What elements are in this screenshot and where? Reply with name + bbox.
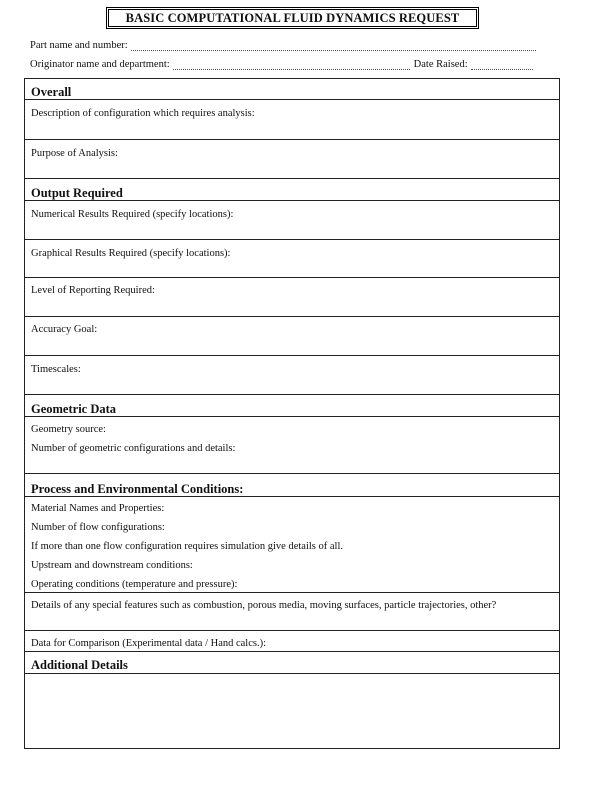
description-label: Description of configuration which requires analysis:: [31, 108, 255, 119]
purpose-row[interactable]: [25, 140, 559, 179]
operating-conditions-label: Operating conditions (temperature and pressure):: [31, 579, 238, 590]
section-process: [25, 474, 559, 497]
accuracy-row[interactable]: [25, 317, 559, 356]
graphical-label: Graphical Results Required (specify locations):: [31, 248, 231, 259]
special-features-row[interactable]: [25, 593, 559, 631]
reporting-label: Level of Reporting Required:: [31, 285, 155, 296]
section-heading-output: Output Required: [31, 186, 123, 200]
date-raised-label: Date Raised:: [413, 59, 468, 70]
reporting-row[interactable]: [25, 278, 559, 317]
timescales-row[interactable]: [25, 356, 559, 395]
section-heading-overall: Overall: [31, 85, 72, 99]
numerical-row[interactable]: [25, 201, 559, 240]
originator-input-line[interactable]: [173, 60, 410, 70]
flow-configs-label: Number of flow configurations:: [31, 522, 165, 533]
section-overall: [25, 79, 559, 100]
description-row[interactable]: [25, 100, 559, 140]
form-title: BASIC COMPUTATIONAL FLUID DYNAMICS REQUEST: [106, 7, 479, 29]
part-name-input-line[interactable]: [131, 41, 536, 51]
special-features-label: Details of any special features such as combustion, porous media, moving surfaces, particle trajectories, other?: [31, 600, 497, 611]
geometry-configs-label: Number of geometric configurations and details:: [31, 443, 236, 454]
request-form: [24, 78, 560, 749]
section-geometric: [25, 395, 559, 417]
graphical-row[interactable]: [25, 240, 559, 278]
accuracy-label: Accuracy Goal:: [31, 324, 98, 335]
geometry-source-label: Geometry source:: [31, 424, 106, 435]
part-name-label: Part name and number:: [30, 40, 128, 51]
multi-flow-label: If more than one flow configuration requires simulation give details of all.: [31, 541, 343, 552]
section-heading-additional: Additional Details: [31, 658, 128, 672]
numerical-label: Numerical Results Required (specify locations):: [31, 209, 234, 220]
date-raised-input-line[interactable]: [471, 60, 533, 70]
section-heading-process: Process and Environmental Conditions:: [31, 482, 244, 496]
part-name-field[interactable]: [30, 40, 536, 51]
section-heading-geometric: Geometric Data: [31, 402, 117, 416]
timescales-label: Timescales:: [31, 364, 81, 375]
section-output: [25, 179, 559, 201]
materials-label: Material Names and Properties:: [31, 503, 165, 514]
process-details-row[interactable]: [25, 497, 559, 593]
comparison-label: Data for Comparison (Experimental data / Hand calcs.):: [31, 638, 266, 649]
upstream-downstream-label: Upstream and downstream conditions:: [31, 560, 193, 571]
purpose-label: Purpose of Analysis:: [31, 148, 118, 159]
originator-field[interactable]: [30, 59, 533, 70]
comparison-row[interactable]: [25, 631, 559, 652]
section-additional: [25, 652, 559, 674]
originator-label: Originator name and department:: [30, 59, 170, 70]
additional-details-area[interactable]: [25, 674, 559, 748]
geometry-row[interactable]: [25, 417, 559, 474]
